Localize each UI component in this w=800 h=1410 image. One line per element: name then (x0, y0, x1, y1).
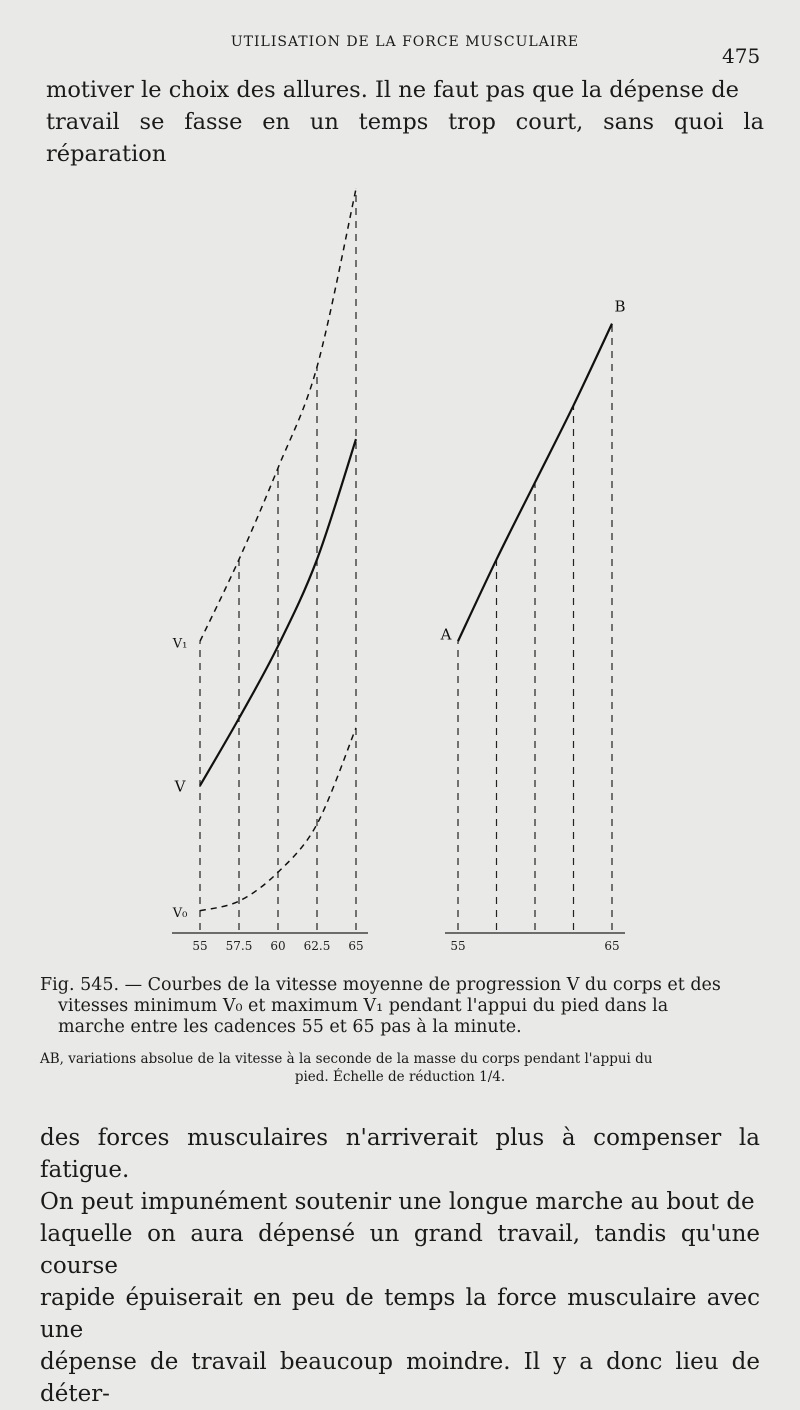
page-number: 475 (722, 44, 761, 68)
body-line: dépense de travail beaucoup moindre. Il y a donc lieu de déter- (40, 1349, 760, 1407)
body-line: des forces musculaires n'arriverait plus à compenser la fatigue. (40, 1125, 760, 1183)
point-label-b: B (614, 297, 626, 316)
figure-subcaption (40, 1050, 760, 1086)
caption-line: Fig. 545. — Courbes de la vitesse moyenne de progression V du corps et des (40, 975, 721, 995)
series-label: V₀ (172, 905, 188, 921)
series-label: V (174, 777, 186, 796)
x-tick-label: 60 (270, 939, 286, 953)
x-tick-label: 57.5 (225, 939, 253, 953)
body-line: On peut impunément soutenir une longue marche au bout de (40, 1189, 755, 1215)
x-tick-label: 55 (192, 939, 208, 953)
subcaption-line: pied. Échelle de réduction 1/4. (294, 1069, 506, 1085)
subcaption-line: AB, variations absolue de la vitesse à la seconde de la masse du corps pendant l'appui du (40, 1051, 653, 1067)
figure-caption (40, 975, 760, 1038)
x-tick-label: 62.5 (303, 939, 331, 953)
body-line: travail se fasse en un temps trop court, sans quoi la réparation (46, 109, 764, 167)
body-line: rapide épuiserait en peu de temps la force musculaire avec une (40, 1285, 760, 1343)
x-tick-label: 55 (450, 939, 466, 953)
point-label-a: A (440, 625, 452, 644)
figure-chart (0, 150, 800, 970)
series-label: V₁ (172, 636, 188, 652)
body-line: motiver le choix des allures. Il ne faut pas que la dépense de (46, 77, 739, 103)
caption-line: marche entre les cadences 55 et 65 pas à la minute. (58, 1017, 522, 1037)
series-line (458, 324, 612, 642)
figure (0, 150, 800, 970)
x-tick-label: 65 (604, 939, 620, 953)
running-head: UTILISATION DE LA FORCE MUSCULAIRE (230, 34, 580, 50)
body-line: laquelle on aura dépensé un grand travail, tandis qu'une course (40, 1221, 760, 1279)
caption-line: vitesses minimum V₀ et maximum V₁ pendant l'appui du pied dans la (58, 996, 669, 1016)
body-paragraph-bottom (40, 1122, 760, 1410)
x-tick-label: 65 (348, 939, 364, 953)
